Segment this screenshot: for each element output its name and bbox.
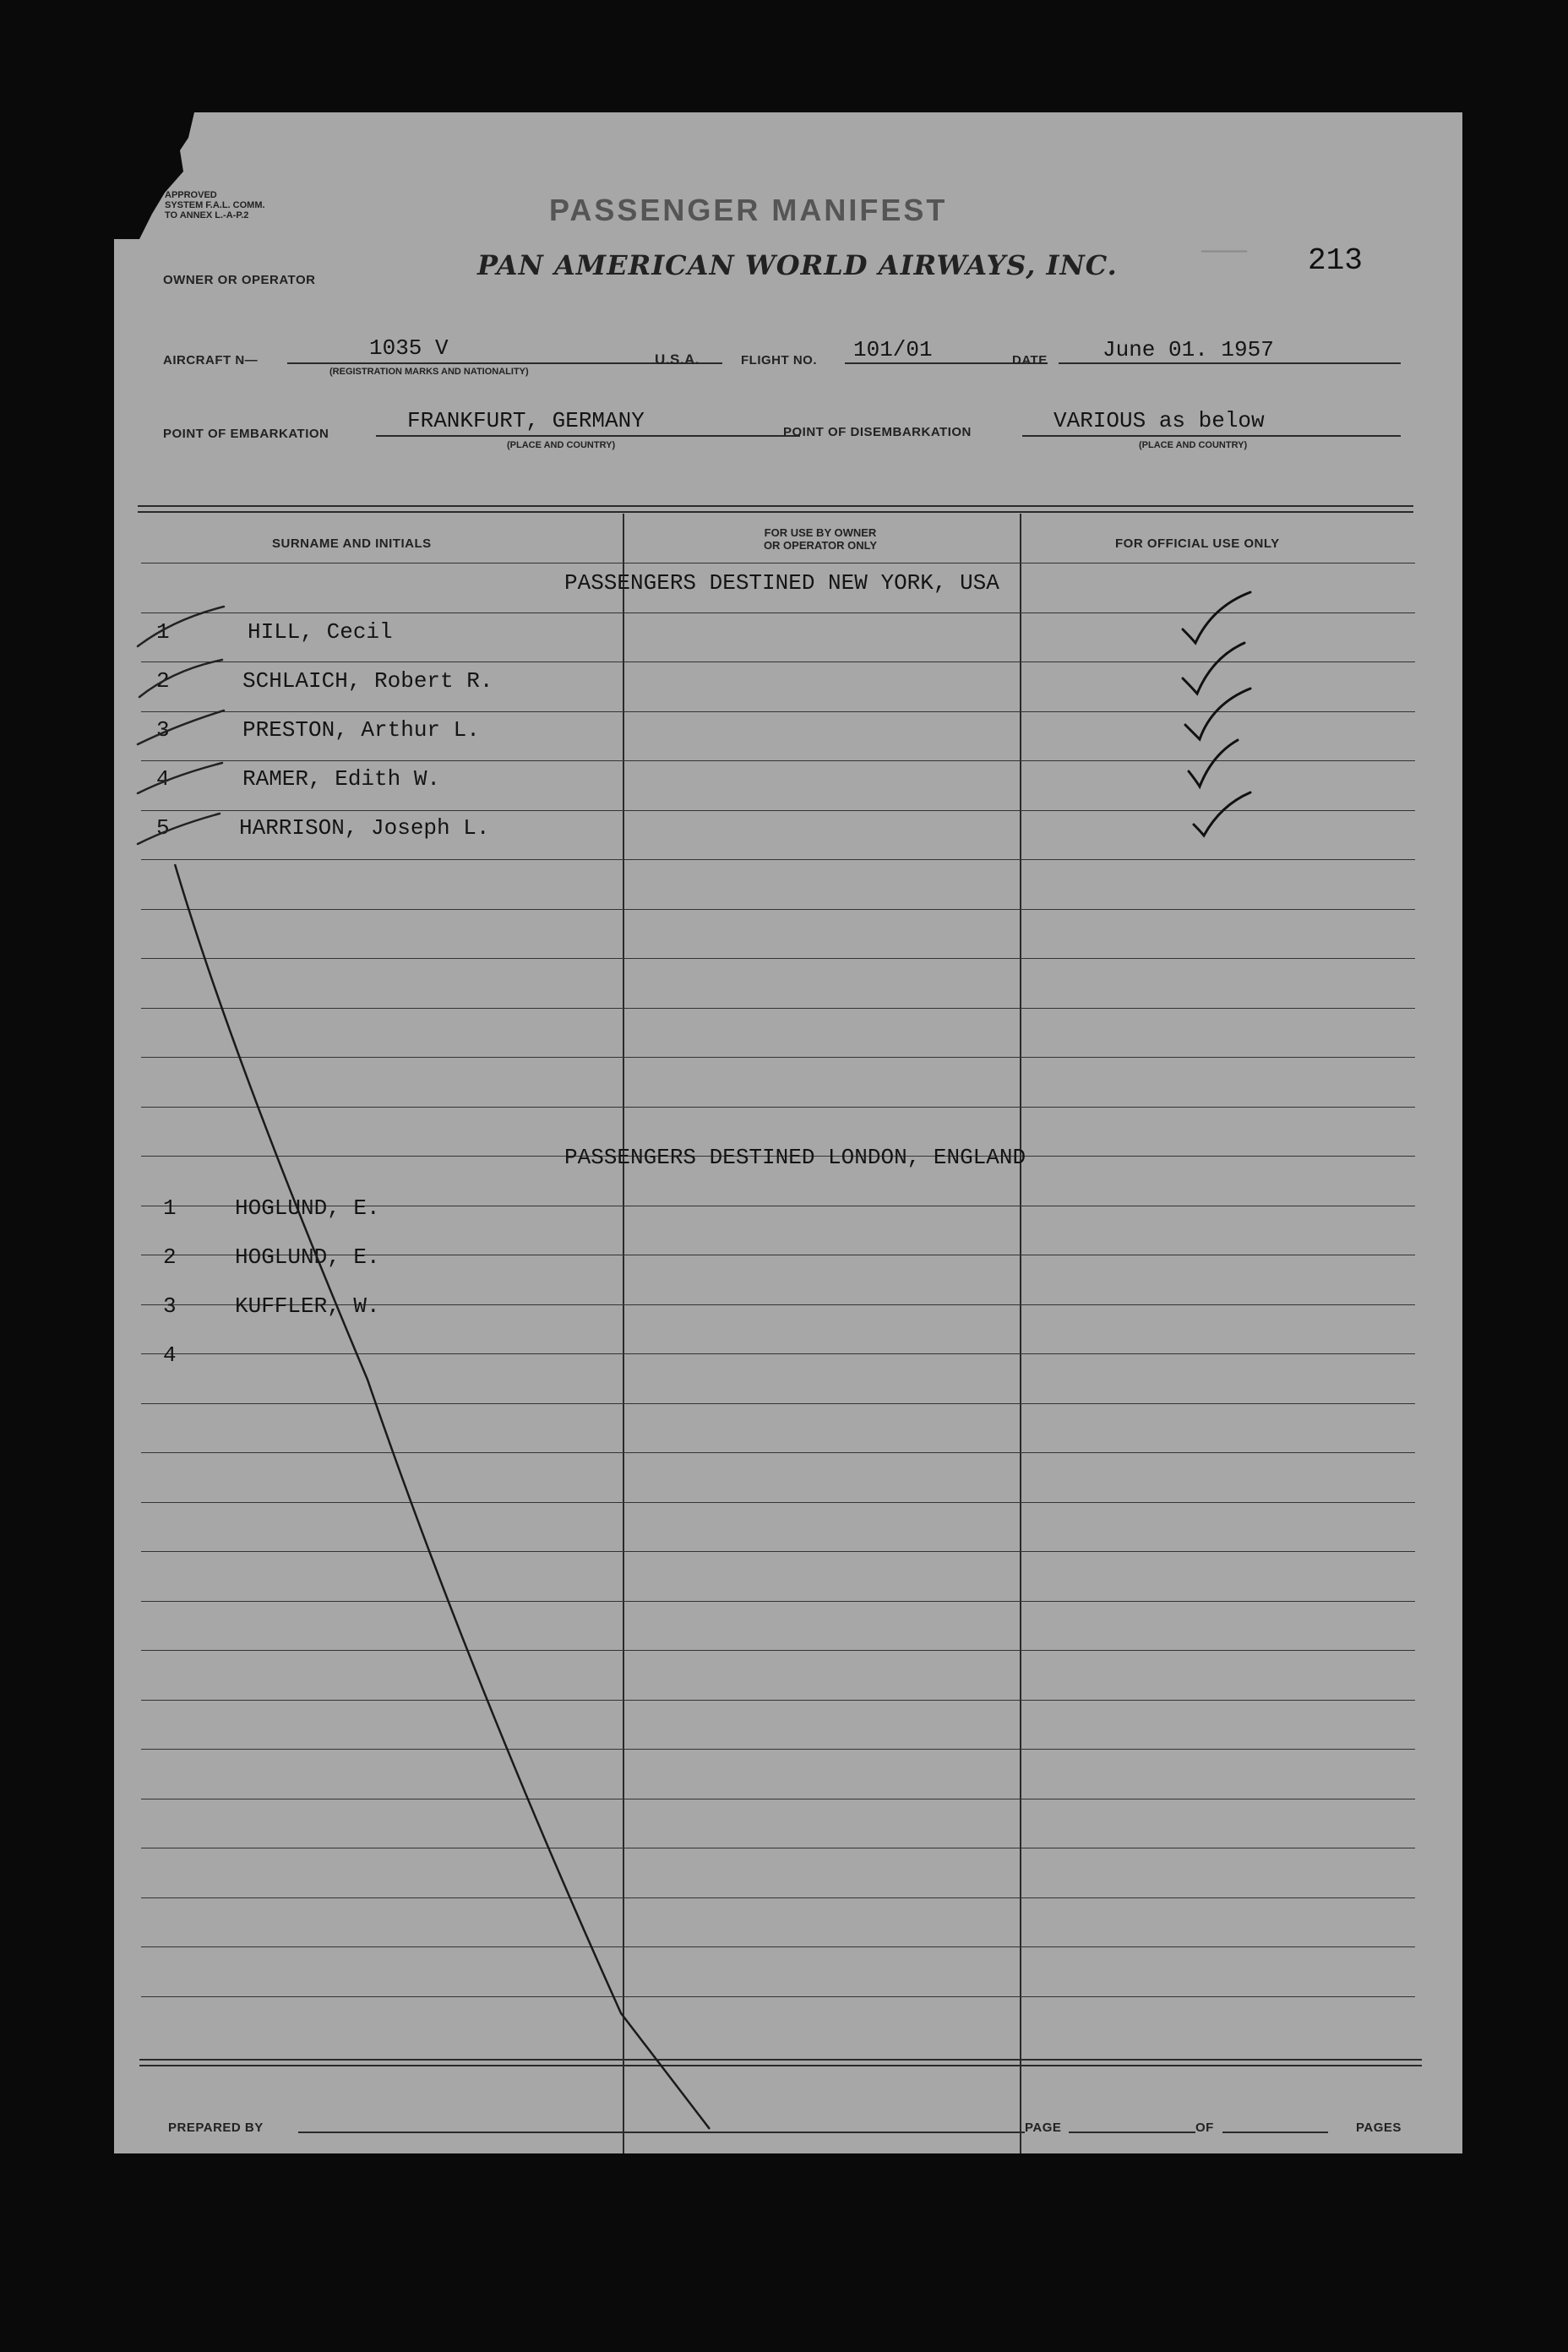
embarkation-caption: (PLACE AND COUNTRY) xyxy=(507,440,616,450)
date-value: June 01. 1957 xyxy=(1102,337,1274,362)
embarkation-label: POINT OF EMBARKATION xyxy=(163,427,329,441)
passenger-name: SCHLAICH, Robert R. xyxy=(242,668,493,694)
page-title: PASSENGER MANIFEST xyxy=(549,193,948,227)
passenger-name: HARRISON, Joseph L. xyxy=(239,815,490,841)
check-mark-icon xyxy=(1189,740,1238,787)
disembarkation-value: VARIOUS as below xyxy=(1054,408,1265,433)
embarkation-value: FRANKFURT, GERMANY xyxy=(407,408,645,433)
passenger-name: HOGLUND, E. xyxy=(235,1195,380,1221)
passenger-number: 1 xyxy=(156,619,170,645)
aircraft-label: AIRCRAFT N— xyxy=(163,353,259,368)
usa-label: U.S.A. xyxy=(655,351,700,368)
check-mark-icon xyxy=(1183,643,1244,694)
column-header-owner-use-line: OR OPERATOR ONLY xyxy=(763,539,878,552)
aircraft-value: 1035 V xyxy=(369,335,449,361)
column-header-official-use: FOR OFFICIAL USE ONLY xyxy=(1115,536,1280,551)
number-strike-mark xyxy=(138,607,224,646)
passenger-number: 4 xyxy=(163,1342,177,1368)
diagonal-pencil-line xyxy=(175,864,710,2129)
date-label: DATE xyxy=(1012,353,1048,368)
passenger-number: 1 xyxy=(163,1195,177,1221)
passenger-number: 5 xyxy=(156,815,170,841)
number-strike-mark xyxy=(138,710,224,744)
approved-stamp-line: APPROVED xyxy=(165,190,217,200)
check-mark-icon xyxy=(1183,592,1250,643)
passenger-name: RAMER, Edith W. xyxy=(242,766,441,792)
number-strike-mark xyxy=(138,763,222,793)
passenger-number: 3 xyxy=(163,1293,177,1319)
of-label: OF xyxy=(1195,2121,1214,2135)
page-number: 213 xyxy=(1308,243,1363,278)
flight-value: 101/01 xyxy=(853,337,933,362)
prepared-by-label: PREPARED BY xyxy=(168,2121,264,2135)
number-strike-mark xyxy=(138,814,220,844)
passenger-number: 2 xyxy=(163,1244,177,1270)
approved-stamp-line: TO ANNEX L.-A-P.2 xyxy=(165,210,249,220)
passenger-number: 4 xyxy=(156,766,170,792)
manifest-page xyxy=(114,112,1462,2153)
passenger-number: 2 xyxy=(156,668,170,694)
registration-caption: (REGISTRATION MARKS AND NATIONALITY) xyxy=(329,367,529,377)
handwritten-marks xyxy=(114,112,1462,2153)
owner-value: PAN AMERICAN WORLD AIRWAYS, INC. xyxy=(477,249,1118,281)
approved-stamp-line: SYSTEM F.A.L. COMM. xyxy=(165,200,265,210)
passenger-name: HOGLUND, E. xyxy=(235,1244,380,1270)
passenger-name: HILL, Cecil xyxy=(248,619,393,645)
column-header-surname: SURNAME AND INITIALS xyxy=(272,536,432,551)
number-strike-mark xyxy=(139,660,222,697)
owner-label: OWNER OR OPERATOR xyxy=(163,273,316,287)
check-mark-icon xyxy=(1194,792,1250,836)
column-header-owner-use-line: FOR USE BY OWNER xyxy=(764,526,877,539)
disembarkation-caption: (PLACE AND COUNTRY) xyxy=(1139,440,1248,450)
section-heading: PASSENGERS DESTINED LONDON, ENGLAND xyxy=(564,1145,1026,1170)
passenger-name: KUFFLER, W. xyxy=(235,1293,380,1319)
passenger-name: PRESTON, Arthur L. xyxy=(242,717,480,743)
disembarkation-label: POINT OF DISEMBARKATION xyxy=(783,425,972,439)
flight-label: FLIGHT NO. xyxy=(741,353,817,368)
section-heading: PASSENGERS DESTINED NEW YORK, USA xyxy=(564,570,999,596)
passenger-number: 3 xyxy=(156,717,170,743)
page-label: PAGE xyxy=(1025,2121,1062,2135)
check-mark-icon xyxy=(1185,689,1250,739)
faint-mark: ——— xyxy=(1201,237,1248,266)
pages-label: PAGES xyxy=(1356,2121,1402,2135)
